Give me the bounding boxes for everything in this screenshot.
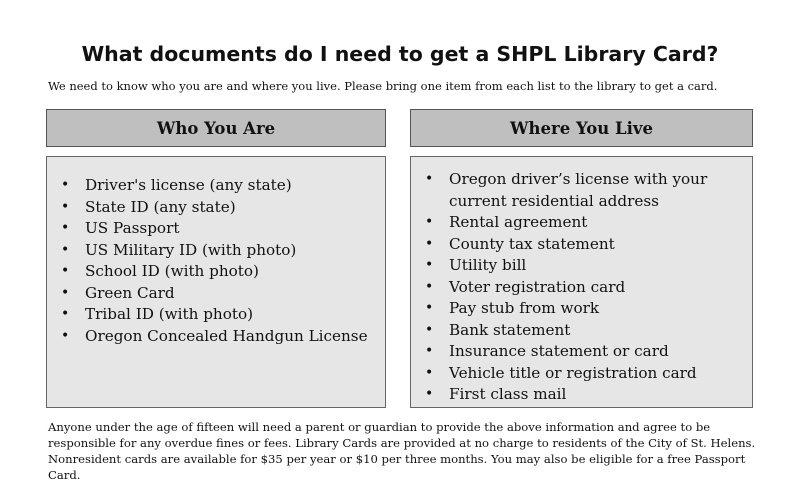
list-item: • First class mail <box>411 384 752 406</box>
list-item: • Voter registration card <box>411 277 752 299</box>
list-item: • County tax statement <box>411 234 752 256</box>
where-you-live-list-box <box>410 156 753 408</box>
list-item: • School ID (with photo) <box>47 261 385 283</box>
who-you-are-list <box>47 175 385 347</box>
list-item: • Rental agreement <box>411 212 752 234</box>
page-title: What documents do I need to get a SHPL Library Card? <box>81 42 719 66</box>
where-you-live-header: Where You Live <box>410 109 753 147</box>
who-you-are-header: Who You Are <box>46 109 386 147</box>
list-item: • Pay stub from work <box>411 298 752 320</box>
list-item: • State ID (any state) <box>47 197 385 219</box>
intro-text: We need to know who you are and where you live. Please bring one item from each list to the library to get a card. <box>48 79 718 93</box>
where-you-live-list <box>411 169 752 406</box>
list-item: • Insurance statement or card <box>411 341 752 363</box>
list-item: • Utility bill <box>411 255 752 277</box>
list-item: • Bank statement <box>411 320 752 342</box>
list-item: • Oregon Concealed Handgun License <box>47 326 385 348</box>
list-item: • US Military ID (with photo) <box>47 240 385 262</box>
list-item: • US Passport <box>47 218 385 240</box>
list-item: • Oregon driver’s license with your current residential address <box>411 169 752 212</box>
list-item: • Driver's license (any state) <box>47 175 385 197</box>
list-item: • Tribal ID (with photo) <box>47 304 385 326</box>
who-you-are-list-box <box>46 156 386 408</box>
list-item: • Vehicle title or registration card <box>411 363 752 385</box>
footer-note: Anyone under the age of fifteen will need a parent or guardian to provide the above information and agree to be responsible for any overdue fines or fees. Library Cards are provided at no charge to residents of the City of St. Helens. Nonresident cards are available for $35 per year or $10 per three months. You may also be eligible for a free Passport Card. <box>48 420 756 482</box>
list-item: • Green Card <box>47 283 385 305</box>
